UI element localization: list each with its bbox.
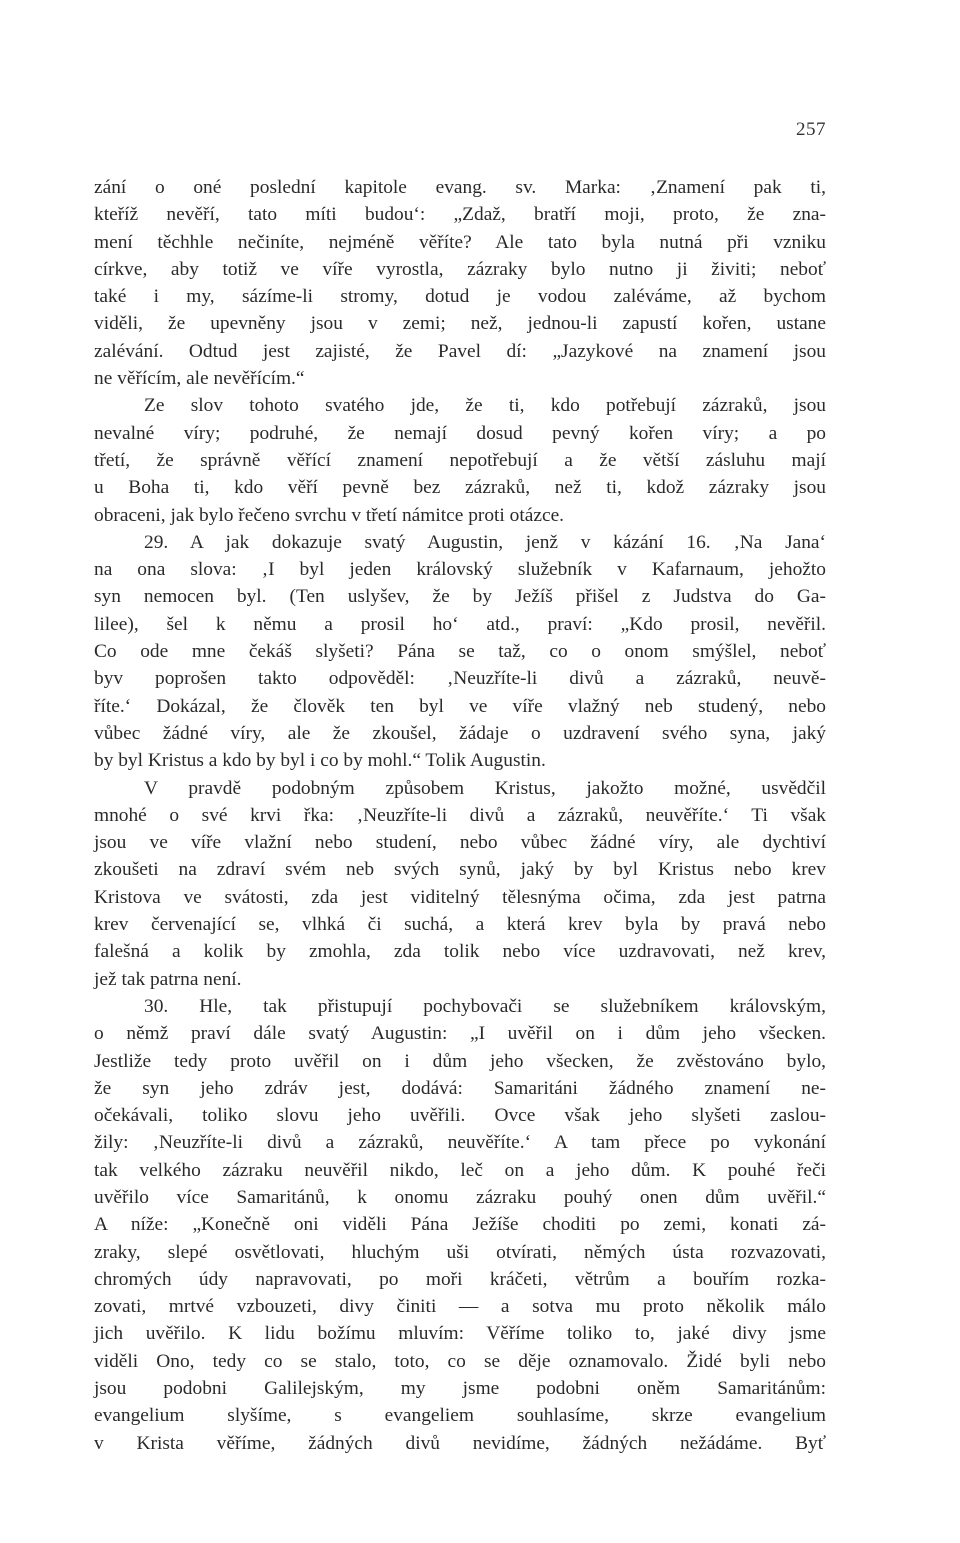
text-line: jich uvěřilo. K lidu božímu mluvím: Věříme toliko to, jaké divy jsme — [94, 1323, 826, 1345]
text-line: krev červenající se, vlhká či suchá, a která krev byla by pravá nebo — [94, 914, 826, 936]
body-text — [94, 174, 826, 1457]
text-line: nevalné víry; podruhé, že nemají dosud pevný kořen víry; a po — [94, 422, 826, 444]
text-line: vůbec žádné víry, ale že zkoušel, žádaje o uzdravení svého syna, jaký — [94, 722, 826, 744]
text-line: falešná a kolik by zmohla, zda tolik nebo více uzdravovati, než krev, — [94, 941, 826, 963]
text-line: zraky, slepé osvětlovati, hluchým uši otvírati, němých ústa rozvazovati, — [94, 1241, 826, 1263]
text-line: na ona slova: ‚I byl jeden královský služebník v Kafarnaum, jehožto — [94, 559, 826, 581]
text-line: jsou podobni Galilejským, my jsme podobni oněm Samaritánům: — [94, 1378, 826, 1400]
text-line: třetí, že správně věřící znamení nepotřebují a že větší zásluhu mají — [94, 449, 826, 471]
page-number: 257 — [796, 119, 826, 140]
text-line: jsou ve víře vlažní nebo studení, nebo vůbec žádné víry, ale dychtiví — [94, 832, 826, 854]
text-line: Kristova ve svátosti, zda jest viditelný tělesnýma očima, zda jest patrna — [94, 886, 826, 908]
text-line: zalévání. Odtud jest zajisté, že Pavel dí: „Jazykové na znamení jsou — [94, 340, 826, 362]
text-line: Jestliže tedy proto uvěřil on i dům jeho všecken, že zvěstováno bylo, — [94, 1050, 826, 1072]
text-line: evangelium slyšíme, s evangeliem souhlasíme, skrze evangelium — [94, 1405, 826, 1427]
text-line: že syn jeho zdráv jest, dodává: Samaritáni žádného znamení ne- — [94, 1077, 826, 1099]
text-line: zkoušeti na zdraví svém neb svých synů, jaký by byl Kristus nebo krev — [94, 859, 826, 881]
text-line: v Krista věříme, žádných divů nevidíme, žádných nežádáme. Byť — [94, 1432, 826, 1454]
text-line: 30. Hle, tak přistupují pochybovači se služebníkem královským, — [144, 995, 826, 1017]
text-line: také i my, sázíme-li stromy, dotud je vodou zaléváme, až bychom — [94, 286, 826, 308]
text-line: o němž praví dále svatý Augustin: „I uvěřil on i dům jeho všecken. — [94, 1023, 826, 1045]
text-line: říte.‘ Dokázal, že člověk ten byl ve víře vlažný neb studený, nebo — [94, 695, 826, 717]
text-line: lilee), šel k němu a prosil ho‘ atd., praví: „Kdo prosil, nevěřil. — [94, 613, 826, 635]
text-line: jež tak patrna není. — [94, 968, 242, 990]
text-line: byv poprošen takto odpověděl: ‚Neuzříte-li divů a zázraků, neuvě- — [94, 668, 826, 690]
text-line: A níže: „Konečně oni viděli Pána Ježíše choditi po zemi, konati zá- — [94, 1214, 826, 1236]
text-line: obraceni, jak bylo řečeno svrchu v třetí námitce proti otázce. — [94, 504, 565, 526]
text-line: Co ode mne čekáš slyšeti? Pána se taž, co o onom smýšlel, neboť — [94, 641, 826, 663]
text-line: ne věřícím, ale nevěřícím.“ — [94, 368, 305, 390]
text-line: mnohé o své krvi řka: ‚Neuzříte-li divů a zázraků, neuvěříte.‘ Ti však — [94, 804, 826, 826]
text-line: 29. A jak dokazuje svatý Augustin, jenž v kázání 16. ‚Na Jana‘ — [144, 531, 826, 553]
text-line: viděli Ono, tedy co se stalo, toto, co se děje oznamovalo. Židé byli nebo — [94, 1350, 826, 1372]
text-line: by byl Kristus a kdo by byl i co by mohl.“ Tolik Augustin. — [94, 750, 546, 772]
text-line: Ze slov tohoto svatého jde, že ti, kdo potřebují zázraků, jsou — [144, 395, 826, 417]
text-line: V pravdě podobným způsobem Kristus, jakožto možné, usvědčil — [144, 777, 826, 799]
text-line: žily: ‚Neuzříte-li divů a zázraků, neuvěříte.‘ A tam přece po vykonání — [94, 1132, 826, 1154]
text-line: církve, aby totiž ve víře vyrostla, zázraky bylo nutno ji živiti; neboť — [94, 258, 826, 280]
text-line: chromých údy napravovati, po moři kráčeti, větrům a bouřím rozka- — [94, 1268, 826, 1290]
text-line: viděli, že upevněny jsou v zemi; než, jednou-li zapustí kořen, ustane — [94, 313, 826, 335]
text-line: uvěřilo více Samaritánů, k onomu zázraku pouhý onen dům uvěřil.“ — [94, 1186, 826, 1208]
text-line: zovati, mrtvé vzbouzeti, divy činiti — a sotva mu proto několik málo — [94, 1296, 826, 1318]
text-line: tak velkého zázraku neuvěřil nikdo, leč on a jeho dům. K pouhé řeči — [94, 1159, 826, 1181]
text-line: zání o oné poslední kapitole evang. sv. Marka: ‚Znamení pak ti, — [94, 177, 826, 198]
text-line: očekávali, toliko slovu jeho uvěřili. Ovce však jeho slyšeti zaslou- — [94, 1105, 826, 1127]
text-line: syn nemocen byl. (Ten uslyšev, že by Ježíš přišel z Judstva do Ga- — [94, 586, 826, 608]
text-line: u Boha ti, kdo věří pevně bez zázraků, než ti, kdož zázraky jsou — [94, 477, 826, 499]
text-line: kteříž nevěří, tato míti budou‘: „Zdaž, bratří moji, proto, že zna- — [94, 204, 826, 226]
text-line: mení těchhle nečiníte, nejméně věříte? Ale tato byla nutná při vzniku — [94, 231, 826, 253]
